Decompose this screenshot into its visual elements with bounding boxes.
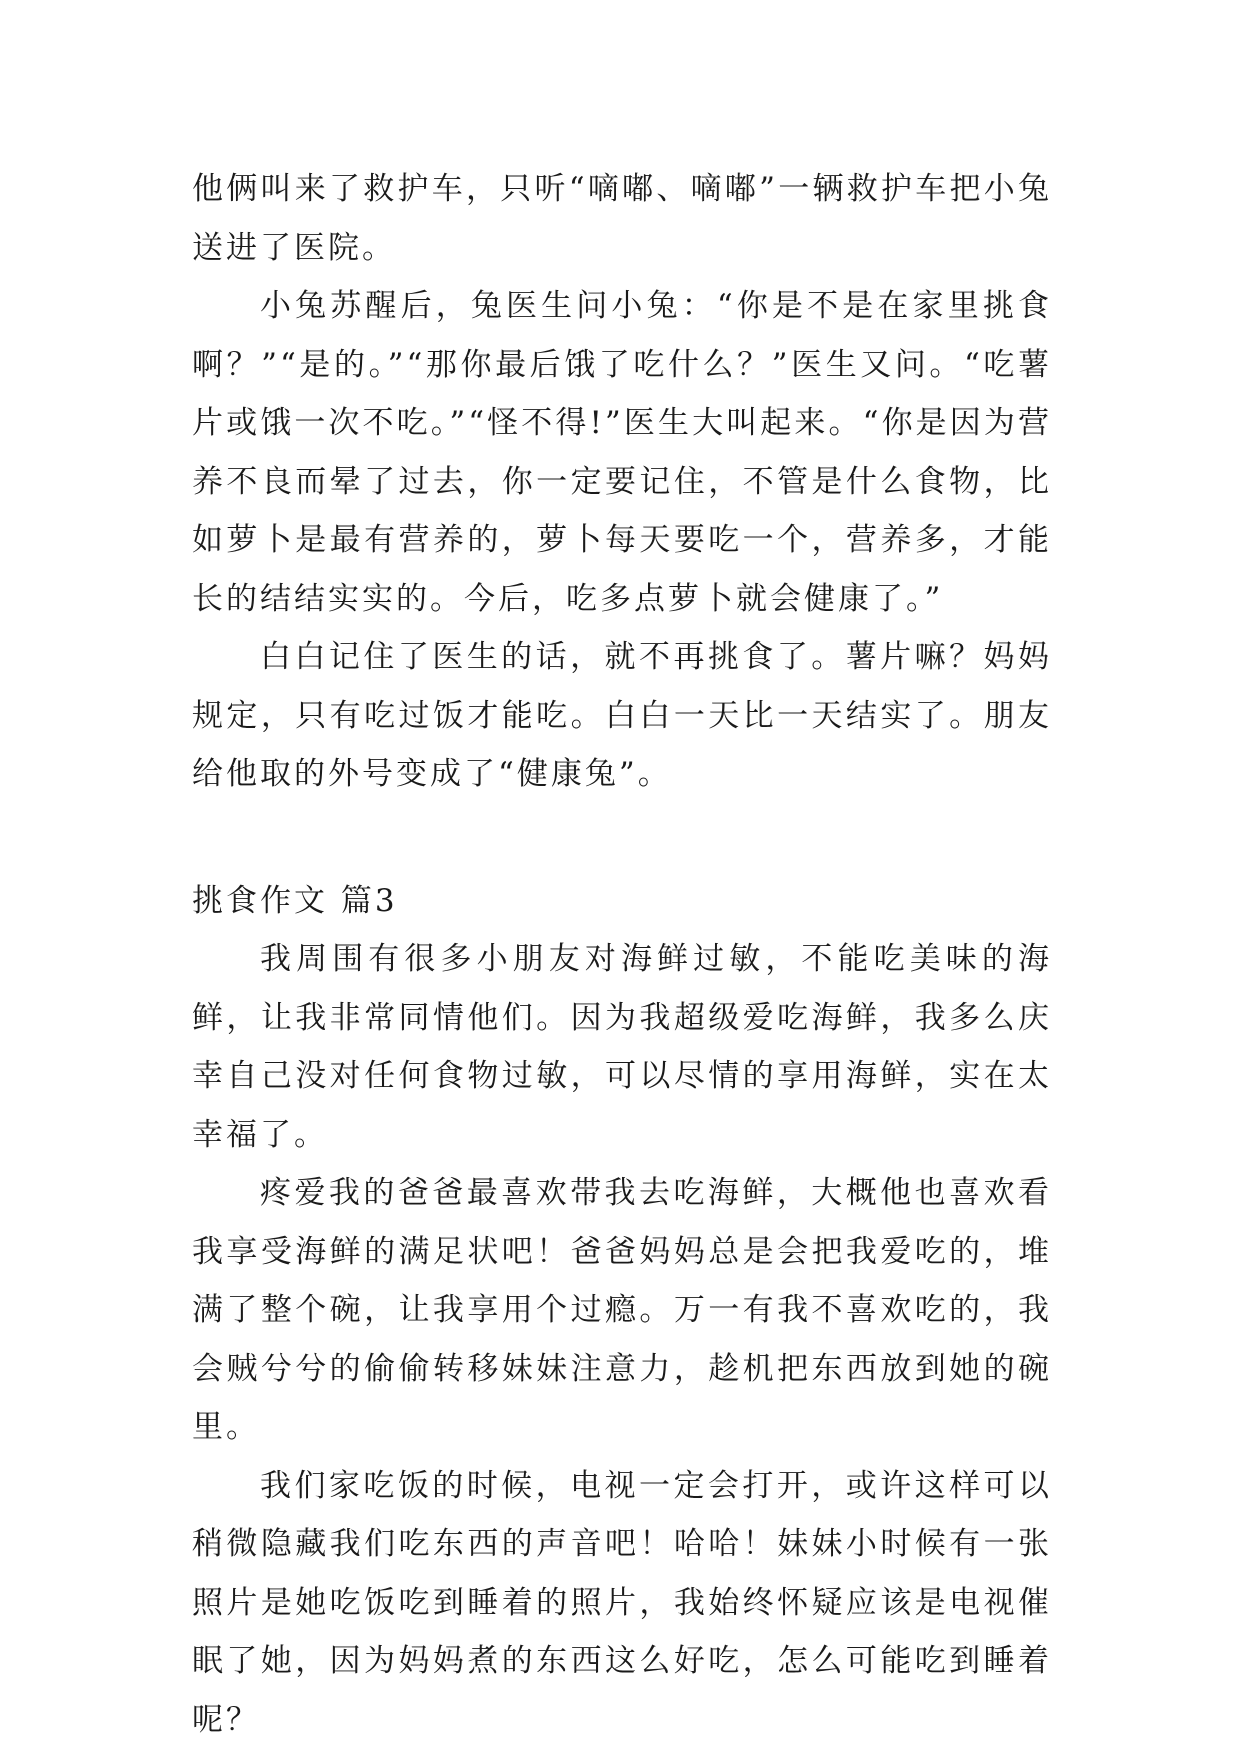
paragraph-seafood-allergy: 我周围有很多小朋友对海鲜过敏，不能吃美味的海鲜，让我非常同情他们。因为我超级爱吃海鲜，我多么庆幸自己没对任何食物过敏，可以尽情的享用海鲜，实在太幸福了。 [192, 941, 1052, 1153]
paragraph-healthy-rabbit: 白白记住了医生的话，就不再挑食了。薯片嘛？妈妈规定，只有吃过饭才能吃。白白一天比一天结实了。朋友给他取的外号变成了“健康兔”。 [192, 639, 1052, 792]
document-body [192, 160, 1052, 1749]
paragraph-dinner-tv: 我们家吃饭的时候，电视一定会打开，或许这样可以稍微隐藏我们吃东西的声音吧！哈哈！妹妹小时候有一张照片是她吃饭吃到睡着的照片，我始终怀疑应该是电视催眠了她，因为妈妈煮的东西这么好吃，怎么可能吃到睡着呢？ [192, 1467, 1052, 1738]
paragraph-father-seafood: 疼爱我的爸爸最喜欢带我去吃海鲜，大概他也喜欢看我享受海鲜的满足状吧！爸爸妈妈总是会把我爱吃的，堆满了整个碗，让我享用个过瘾。万一有我不喜欢吃的，我会贼兮兮的偷偷转移妹妹注意力，趁机把东西放到她的碗里。 [192, 1175, 1052, 1445]
paragraph-ambulance: 他俩叫来了救护车，只听“嘀嘟、嘀嘟”一辆救护车把小兔送进了医院。 [192, 171, 1052, 266]
paragraph-doctor-dialogue: 小兔苏醒后，兔医生问小兔：“你是不是在家里挑食啊？”“是的。”“那你最后饿了吃什么？”医生又问。“吃薯片或饿一次不吃。”“怪不得!”医生大叫起来。“你是因为营养不良而晕了过去，你一定要记住，不管是什么食物，比如萝卜是最有营养的，萝卜每天要吃一个，营养多，才能长的结结实实的。今后，吃多点萝卜就会健康了。” [192, 288, 1052, 617]
section-heading: 挑食作文 篇3 [192, 882, 398, 919]
